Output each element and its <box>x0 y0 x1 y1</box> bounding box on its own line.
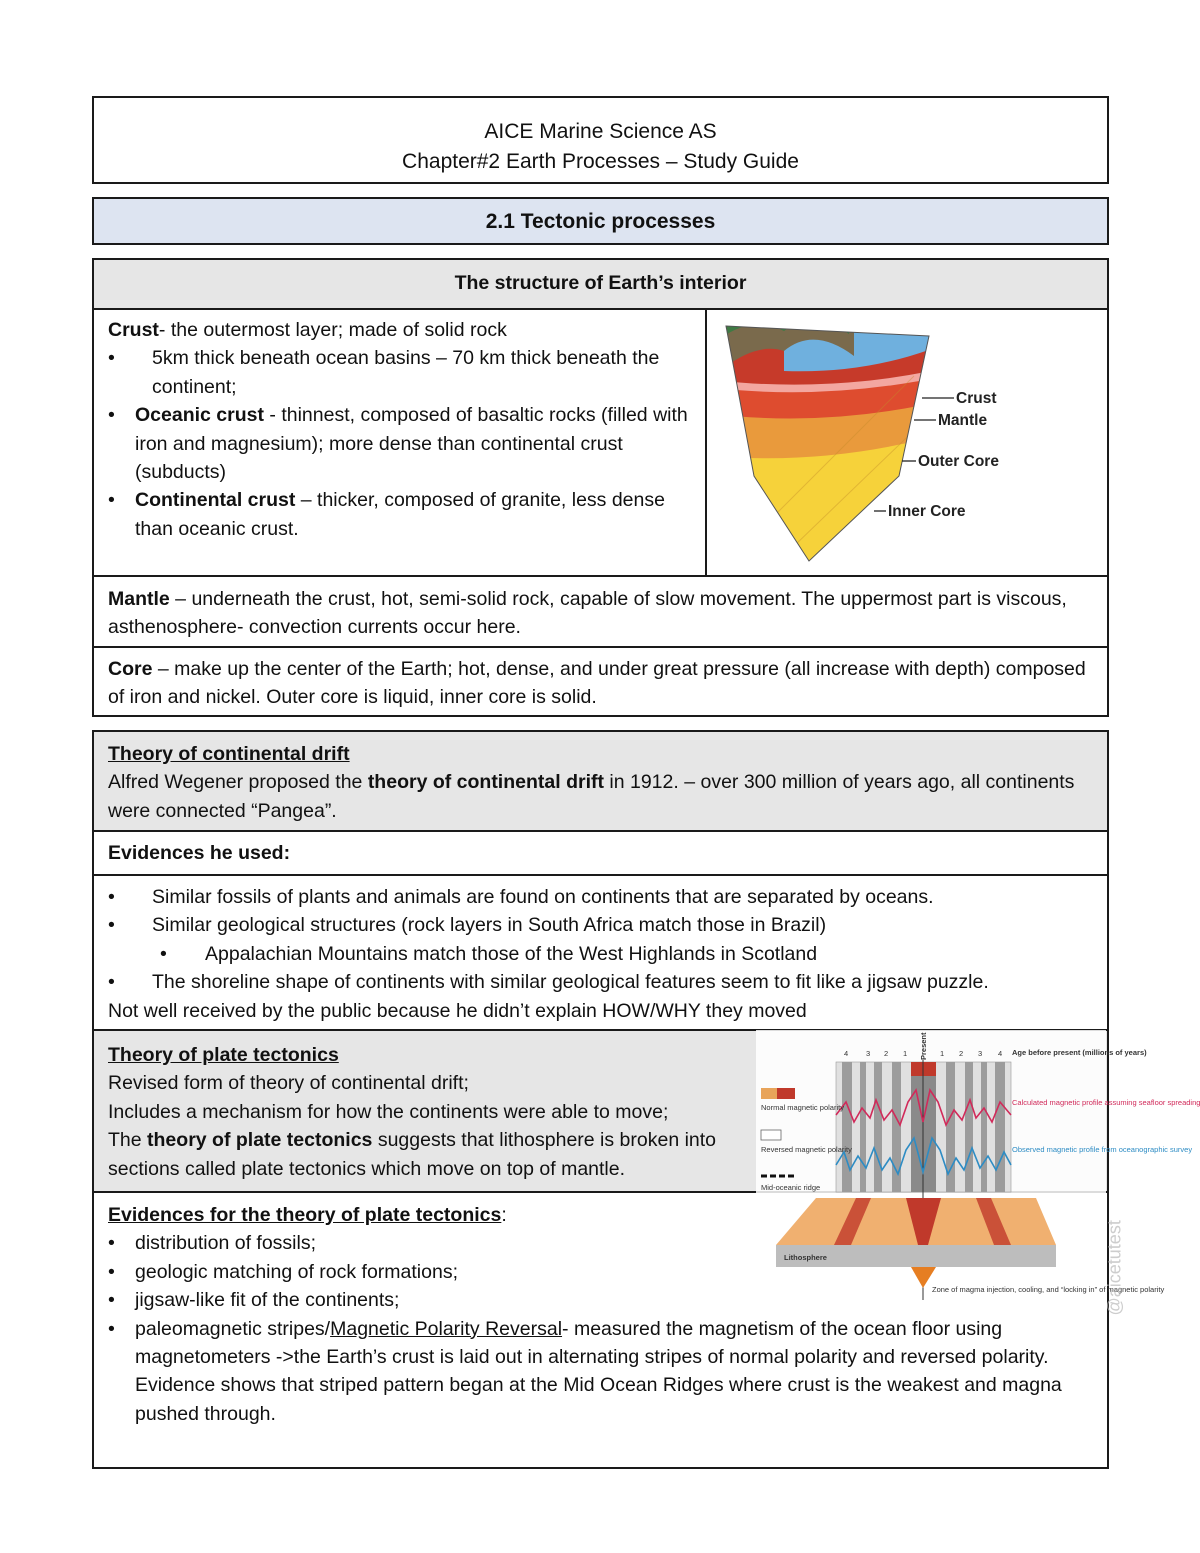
row-divider <box>94 830 1107 832</box>
watermark: @aicetutest <box>1104 1220 1125 1316</box>
svg-text:2: 2 <box>884 1049 889 1058</box>
ridge-legend: Mid-oceanic ridge <box>761 1183 821 1192</box>
normal-legend: Normal magnetic polarity <box>761 1103 844 1112</box>
svg-text:3: 3 <box>978 1049 983 1058</box>
svg-text:1: 1 <box>903 1049 908 1058</box>
svg-text:4: 4 <box>844 1049 849 1058</box>
age-label: Age before present (millions of years) <box>1012 1048 1147 1057</box>
drift-evidence-title: Evidences he used: <box>108 842 291 864</box>
inner-core-label: Inner Core <box>888 503 966 520</box>
reversed-legend: Reversed magnetic polarity <box>761 1145 852 1154</box>
crust-term: Crust <box>108 319 159 341</box>
crust-bullets <box>108 344 693 543</box>
list-item: • geologic matching of rock formations; <box>108 1260 458 1283</box>
svg-text:2: 2 <box>959 1049 964 1058</box>
mantle-label: Mantle <box>938 412 988 429</box>
list-item: • Similar geological structures (rock layers in South Africa match those in Brazil) <box>108 914 827 937</box>
magma-zone-label: Zone of magma injection, cooling, and “locking in” of magnetic polarity <box>932 1285 1165 1294</box>
list-item: • Appalachian Mountains match those of the West Highlands in Scotland <box>160 942 818 965</box>
list-item: • The shoreline shape of continents with similar geological features seem to fit like a jigsaw puzzle. <box>108 971 989 994</box>
list-item: • Oceanic crust - thinnest, composed of basaltic rocks (filled with iron and magnesium); more dense than continental crust (subducts) <box>108 404 688 484</box>
svg-text:3: 3 <box>866 1049 871 1058</box>
plate-line: Includes a mechanism for how the continents were able to move; <box>108 1100 669 1123</box>
drift-evidence-cell <box>108 883 1098 1025</box>
section-header <box>92 197 1109 245</box>
observed-legend: Observed magnetic profile from oceanographic survey <box>1012 1145 1193 1154</box>
svg-text:1: 1 <box>940 1049 945 1058</box>
list-item: • 5km thick beneath ocean basins – 70 km thick beneath the continent; <box>108 347 660 398</box>
drift-evidence-list <box>108 883 1098 997</box>
list-item: • jigsaw-like fit of the continents; <box>108 1289 400 1312</box>
row-divider <box>94 646 1107 648</box>
calculated-legend: Calculated magnetic profile assuming seafloor spreading <box>1012 1098 1200 1107</box>
crust-definition: Crust- the outermost layer; made of solid rock <box>108 319 507 341</box>
svg-text:4: 4 <box>998 1049 1003 1058</box>
plate-line: The theory of plate tectonics suggests that lithosphere is broken into sections called plate tectonics which move on top of mantle. <box>108 1129 717 1180</box>
drift-title: Theory of continental drift <box>108 743 350 765</box>
plate-evidence-heading: Evidences for the theory of plate tectonics: <box>108 1204 507 1226</box>
drift-note: Not well received by the public because he didn’t explain HOW/WHY they moved <box>108 999 807 1022</box>
mantle-cell: Mantle – underneath the crust, hot, semi-solid rock, capable of slow movement. The uppermost part is viscous, asthenosphere- convection currents occur here. <box>108 588 1067 639</box>
drift-intro: Alfred Wegener proposed the theory of continental drift in 1912. – over 300 million of years ago, all continents were connected “Pangea”. <box>108 771 1075 822</box>
list-item: • paleomagnetic stripes/Magnetic Polarity Reversal- measured the magnetism of the ocean floor using magnetometers ->the Earth’s crust is laid out in alternating stripes of normal polarity and reversed polarity. Evidence shows that striped pattern began at the Mid Ocean Ridges where crust is the weakest and magna pushed through. <box>108 1317 1062 1425</box>
earth-layers-diagram <box>714 316 1104 568</box>
structure-title: The structure of Earth’s interior <box>454 272 747 294</box>
plate-line: Revised form of theory of continental drift; <box>108 1072 469 1095</box>
present-label: Present <box>919 1032 928 1060</box>
list-item: • distribution of fossils; <box>108 1232 316 1255</box>
core-cell: Core – make up the center of the Earth; hot, dense, and under great pressure (all increase with depth) composed of iron and nickel. Outer core is liquid, inner core is solid. <box>108 658 1086 709</box>
structure-table <box>92 258 1109 717</box>
outer-core-label: Outer Core <box>918 453 999 470</box>
header-box <box>92 96 1109 184</box>
row-divider <box>94 575 1107 577</box>
drift-cell <box>94 732 1107 830</box>
list-item: • Continental crust – thicker, composed of granite, less dense than oceanic crust. <box>108 489 665 540</box>
document-title: AICE Marine Science AS <box>484 120 717 143</box>
column-divider <box>705 308 707 575</box>
plate-title: Theory of plate tectonics <box>108 1044 339 1066</box>
document-subtitle: Chapter#2 Earth Processes – Study Guide <box>402 150 799 173</box>
row-divider <box>94 874 1107 876</box>
crust-cell <box>108 316 693 543</box>
lithosphere-label: Lithosphere <box>784 1253 827 1262</box>
crust-label: Crust <box>956 390 997 407</box>
list-item: • Similar fossils of plants and animals are found on continents that are separated by oceans. <box>108 886 934 908</box>
structure-title-row <box>94 260 1107 310</box>
section-title: 2.1 Tectonic processes <box>485 210 716 233</box>
